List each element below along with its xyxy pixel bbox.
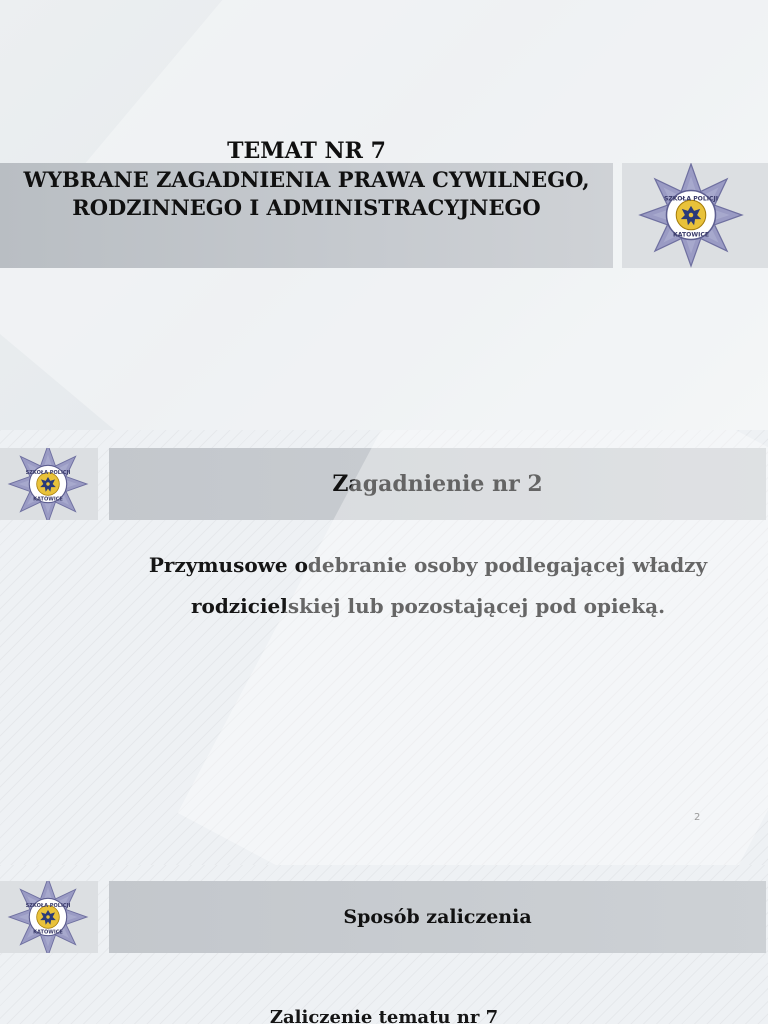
title-line-2: RODZINNEGO I ADMINISTRACYJNEGO	[72, 195, 541, 220]
police-school-logo	[0, 448, 98, 520]
logo-top-text: SZKOŁA POLICJI	[25, 469, 71, 476]
logo-top-text: SZKOŁA POLICJI	[663, 195, 719, 203]
police-school-logo	[0, 881, 98, 953]
logo-bottom-text: KATOWICE	[33, 929, 63, 936]
logo-box	[0, 881, 98, 953]
title-line-1: WYBRANE ZAGADNIENIA PRAWA CYWILNEGO,	[23, 167, 590, 192]
logo-top-text: SZKOŁA POLICJI	[25, 902, 71, 909]
logo-bottom-text: KATOWICE	[672, 231, 710, 239]
heading-band	[109, 881, 766, 953]
logo-box	[622, 163, 768, 268]
topic-number: TEMAT NR 7	[227, 138, 386, 164]
logo-box	[0, 448, 98, 520]
slide-heading: Zagadnienie nr 2	[332, 471, 543, 497]
slide-body-line-1: Zaliczenie tematu nr 7	[269, 1007, 499, 1024]
slide-body-line-2: rodzicielskiej lub pozostającej pod opieką.	[190, 594, 666, 618]
page-number: 2	[694, 812, 701, 823]
slide-assessment	[0, 865, 768, 1024]
slide-title	[0, 0, 768, 430]
slide-body-line-1: Przymusowe odebranie osoby podlegającej władzy	[148, 553, 708, 577]
logo-bottom-text: KATOWICE	[33, 496, 63, 503]
police-school-logo	[622, 163, 768, 268]
heading-band	[109, 448, 766, 520]
slide-topic-2	[0, 430, 768, 865]
slide-heading: Sposób zaliczenia	[343, 906, 532, 928]
